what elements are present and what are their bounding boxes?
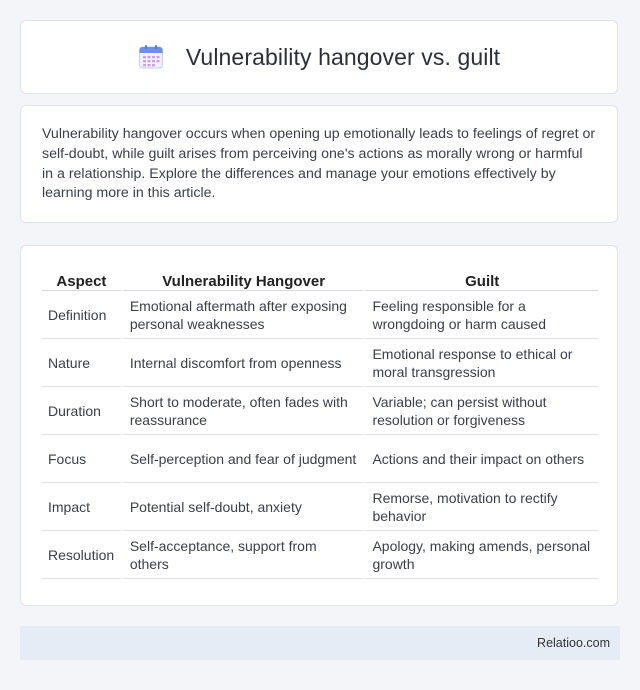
header-vulnerability-hangover: Vulnerability Hangover: [121, 266, 364, 291]
footer-bar: [20, 626, 620, 660]
comparison-table: [42, 266, 598, 579]
table-row: [42, 387, 598, 435]
vulnerability-cell: Internal discomfort from openness: [121, 339, 364, 387]
intro-paragraph: Vulnerability hangover occurs when opening up emotionally leads to feelings of regret or self-doubt, while guilt arises from perceiving one's actions as morally wrong or harmful in a relationship. Explore the differences and manage your emotions effectively by learning more in this article.: [42, 126, 596, 202]
calendar-icon: [138, 44, 164, 70]
vulnerability-cell: Self-perception and fear of judgment: [121, 435, 364, 483]
vulnerability-cell: Self-acceptance, support from others: [121, 531, 364, 579]
comparison-table-card: [20, 245, 618, 606]
table-row: [42, 291, 598, 339]
intro-card: [20, 105, 618, 223]
aspect-cell: Duration: [42, 387, 121, 435]
guilt-cell: Feeling responsible for a wrongdoing or harm caused: [363, 291, 598, 339]
aspect-cell: Nature: [42, 339, 121, 387]
aspect-cell: Impact: [42, 483, 121, 531]
table-header-row: [42, 266, 598, 291]
table-row: [42, 435, 598, 483]
title-card: [20, 20, 618, 94]
header-aspect: Aspect: [42, 266, 121, 291]
aspect-cell: Focus: [42, 435, 121, 483]
vulnerability-cell: Potential self-doubt, anxiety: [121, 483, 364, 531]
vulnerability-cell: Short to moderate, often fades with reassurance: [121, 387, 364, 435]
guilt-cell: Variable; can persist without resolution or forgiveness: [363, 387, 598, 435]
aspect-cell: Resolution: [42, 531, 121, 579]
table-row: [42, 483, 598, 531]
table-row: [42, 531, 598, 579]
guilt-cell: Remorse, motivation to rectify behavior: [363, 483, 598, 531]
page-title: Vulnerability hangover vs. guilt: [185, 43, 501, 70]
vulnerability-cell: Emotional aftermath after exposing personal weaknesses: [121, 291, 364, 339]
footer-brand: Relatioo.com: [537, 636, 610, 650]
guilt-cell: Actions and their impact on others: [363, 435, 598, 483]
aspect-cell: Definition: [42, 291, 121, 339]
table-row: [42, 339, 598, 387]
guilt-cell: Emotional response to ethical or moral transgression: [363, 339, 598, 387]
header-guilt: Guilt: [363, 266, 598, 291]
guilt-cell: Apology, making amends, personal growth: [363, 531, 598, 579]
